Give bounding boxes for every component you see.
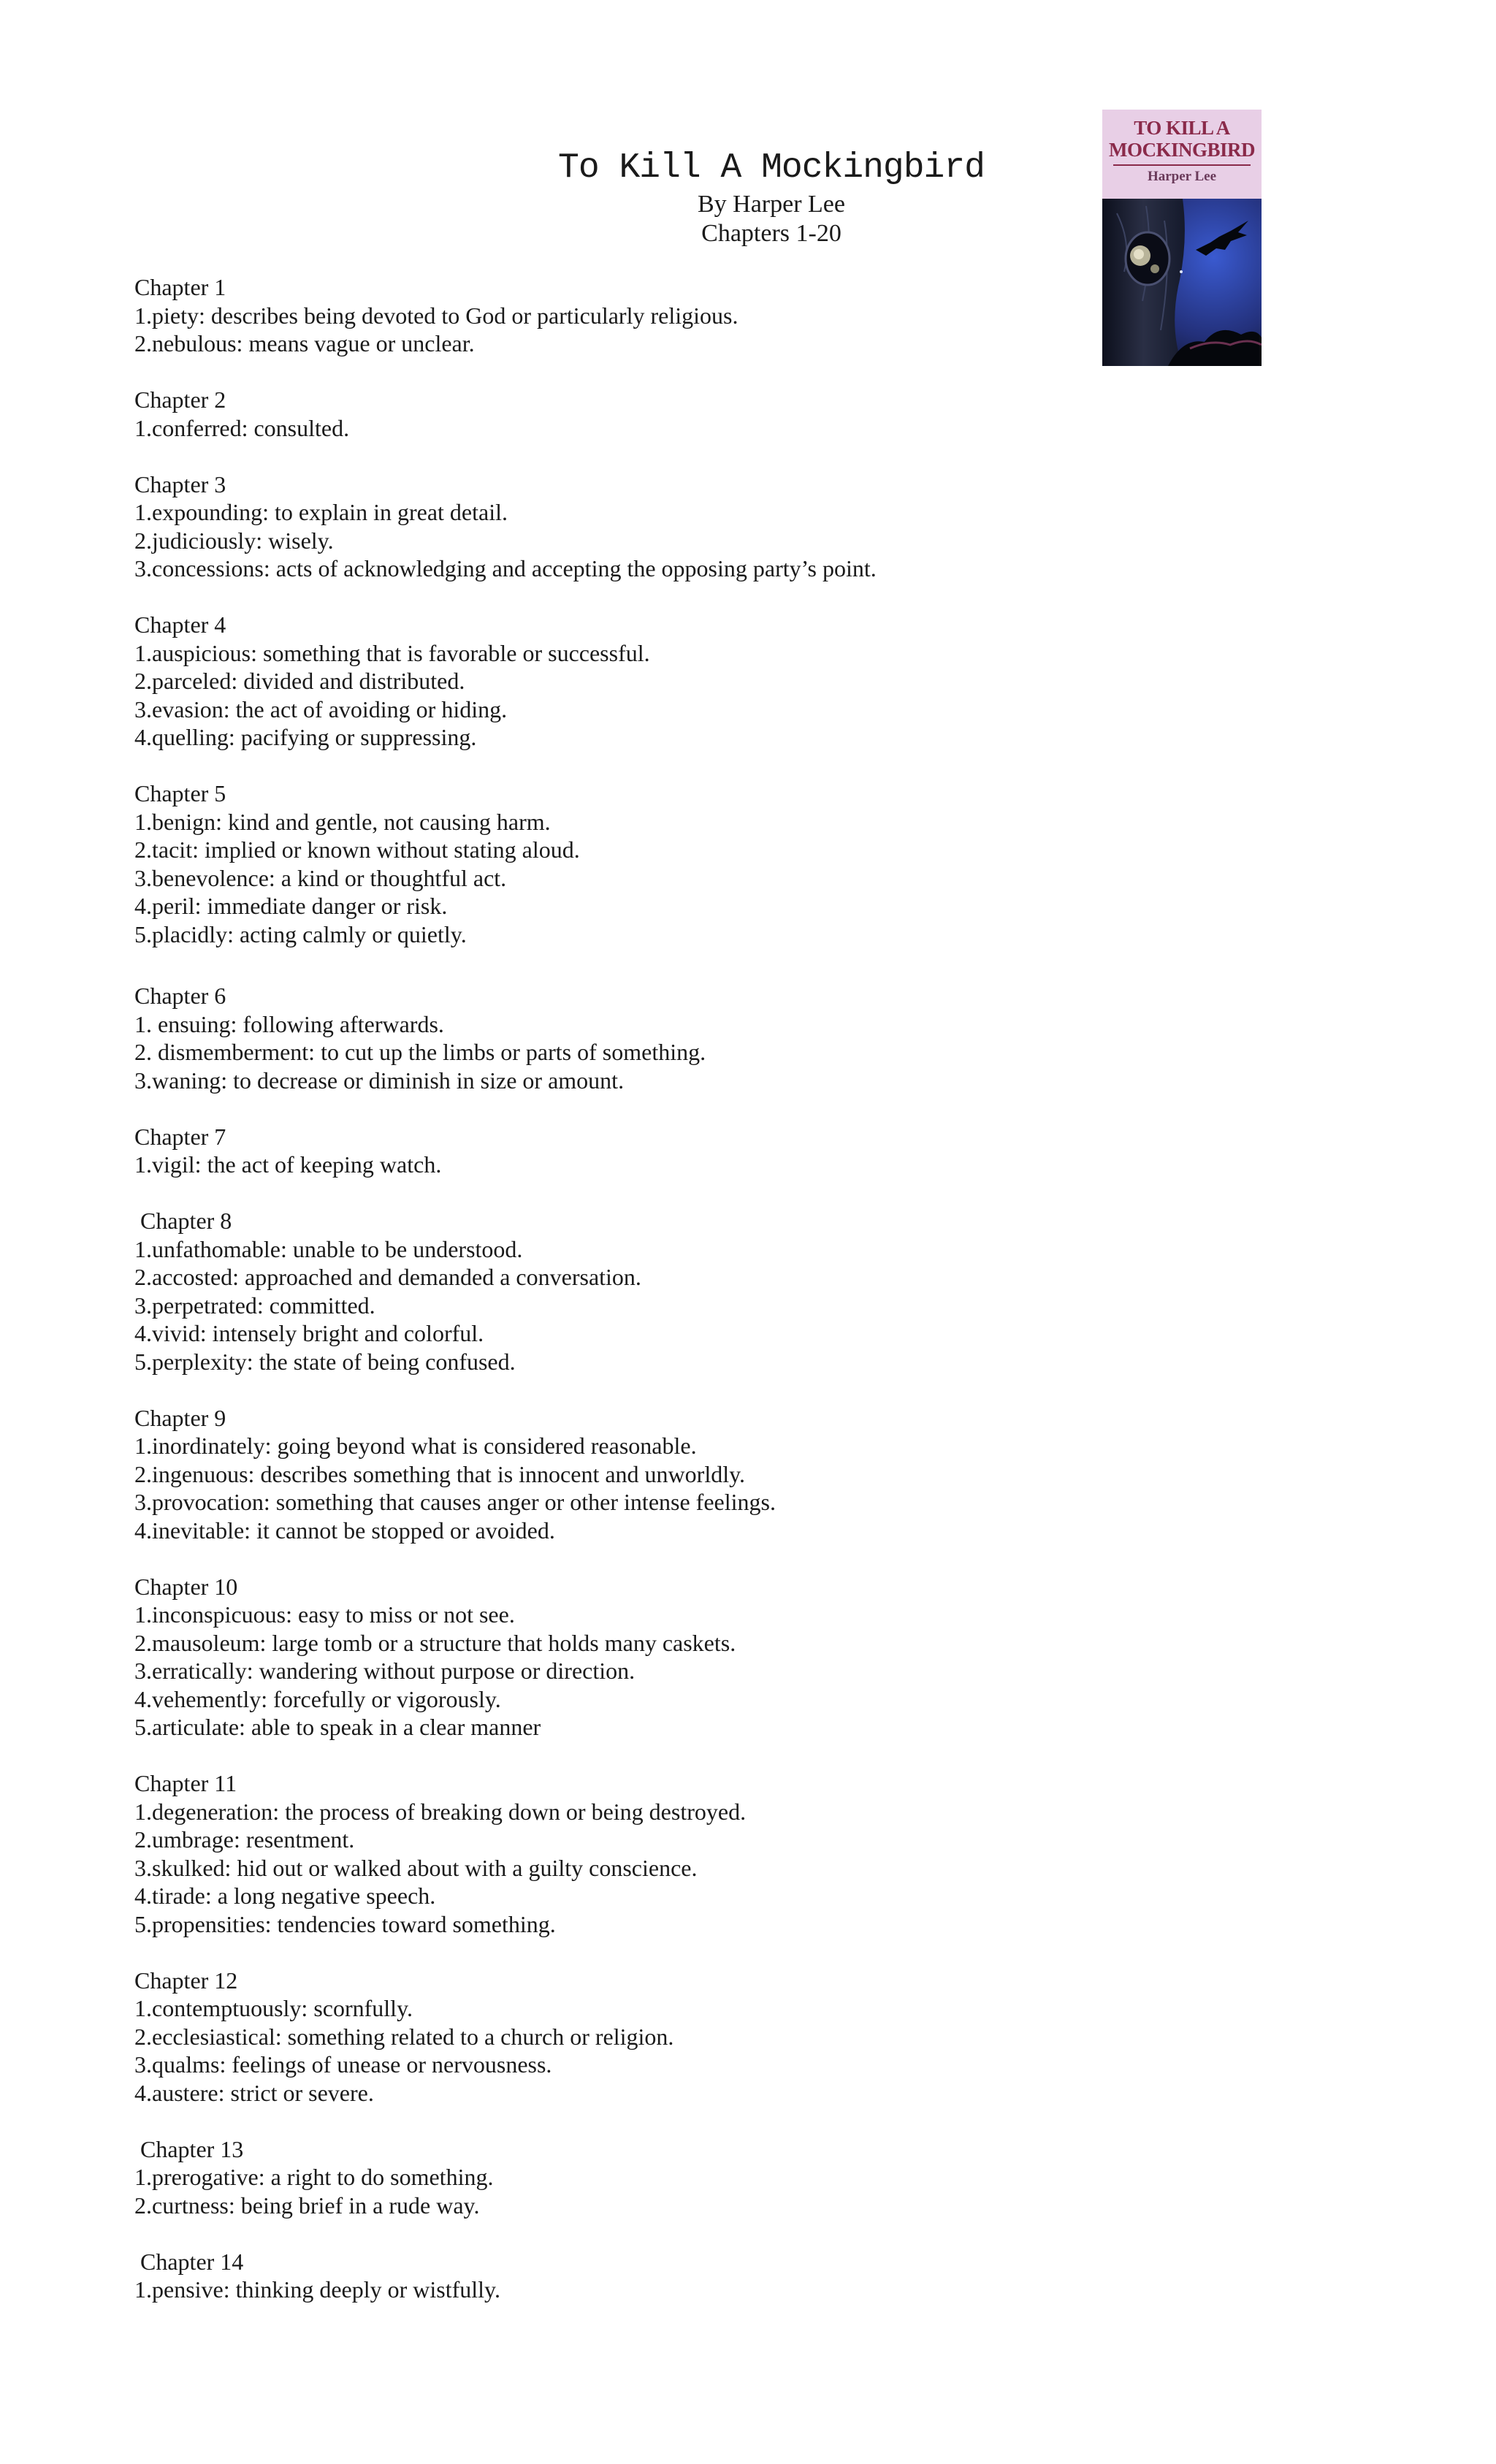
vocab-entry: 4.austere: strict or severe. — [134, 2079, 374, 2106]
chapter-heading: Chapter 6 — [134, 983, 226, 1009]
vocab-entry: 3.qualms: feelings of unease or nervousness. — [134, 2051, 552, 2078]
vocab-entry: 1.contemptuously: scornfully. — [134, 1995, 413, 2021]
chapter-heading: Chapter 3 — [134, 470, 226, 497]
chapter-heading: Chapter 9 — [134, 1404, 226, 1431]
cover-title-line-1: TO KILL A — [1134, 117, 1230, 139]
author-line: By Harper Lee — [697, 191, 845, 218]
chapter-section — [134, 1967, 1157, 2108]
vocab-entry: 2.curtness: being brief in a rude way. — [134, 2192, 480, 2219]
vocab-entry: 3.benevolence: a kind or thoughtful act. — [134, 864, 507, 891]
vocab-entry: 4.vehemently: forcefully or vigorously. — [134, 1685, 501, 1712]
chapter-section — [134, 1123, 1157, 1179]
chapter-section — [134, 1573, 1157, 1742]
chapter-section — [134, 2135, 1157, 2220]
cover-title — [1102, 110, 1262, 161]
vocab-entry: 2.judiciously: wisely. — [134, 527, 334, 554]
vocab-entry: 2.ecclesiastical: something related to a church or religion. — [134, 2023, 674, 2050]
vocab-entry: 2. dismemberment: to cut up the limbs or parts of something. — [134, 1039, 706, 1065]
chapter-section — [134, 1769, 1157, 1938]
chapter-section — [134, 2248, 1157, 2304]
chapter-section — [134, 273, 1157, 358]
vocab-entry: 1.expounding: to explain in great detail. — [134, 499, 508, 525]
chapter-heading: Chapter 10 — [134, 1573, 238, 1600]
chapter-heading: Chapter 1 — [134, 274, 226, 300]
vocab-entry: 1. ensuing: following afterwards. — [134, 1010, 444, 1037]
hollow-small-orb — [1150, 264, 1159, 273]
vocab-entry: 5.propensities: tendencies toward something. — [134, 1910, 556, 1937]
chapter-section — [134, 1207, 1157, 1376]
chapter-range-line: Chapters 1-20 — [701, 220, 842, 247]
chapter-heading: Chapter 11 — [134, 1770, 237, 1796]
vocab-entry: 2.mausoleum: large tomb or a structure that holds many caskets. — [134, 1629, 736, 1656]
cover-divider — [1113, 164, 1251, 166]
vocab-entry: 1.pensive: thinking deeply or wistfully. — [134, 2276, 500, 2303]
vocab-entry: 1.inordinately: going beyond what is considered reasonable. — [134, 1433, 697, 1459]
vocab-entry: 5.placidly: acting calmly or quietly. — [134, 920, 467, 947]
chapter-section — [134, 1404, 1157, 1545]
vocab-entry: 3.provocation: something that causes anger or other intense feelings. — [134, 1489, 776, 1515]
chapter-section — [134, 386, 1157, 442]
vocab-entry: 5.perplexity: the state of being confused. — [134, 1348, 516, 1375]
chapter-heading: Chapter 2 — [134, 386, 226, 413]
vocab-entry: 1.auspicious: something that is favorable or successful. — [134, 639, 650, 666]
vocab-entry: 2.parceled: divided and distributed. — [134, 668, 465, 694]
vocab-entry: 3.waning: to decrease or diminish in size or amount. — [134, 1067, 625, 1094]
cover-title-line-2: MOCKINGBIRD — [1108, 139, 1255, 161]
vocab-entry: 3.evasion: the act of avoiding or hiding. — [134, 695, 508, 722]
hollow-orb-highlight — [1134, 249, 1144, 259]
chapter-section — [134, 779, 1157, 948]
chapter-heading: Chapter 12 — [134, 1967, 238, 1994]
vocab-entry: 1.unfathomable: unable to be understood. — [134, 1235, 523, 1262]
chapter-heading: Chapter 7 — [134, 1123, 226, 1150]
vocab-entry: 1.degeneration: the process of breaking down or being destroyed. — [134, 1798, 747, 1825]
document-title: To Kill A Mockingbird — [558, 148, 985, 188]
vocab-entry: 3.concessions: acts of acknowledging and accepting the opposing party’s point. — [134, 555, 877, 581]
chapter-heading: Chapter 14 — [140, 2248, 244, 2275]
document-header — [0, 146, 1496, 248]
vocab-entry: 1.prerogative: a right to do something. — [134, 2164, 494, 2190]
chapter-heading: Chapter 8 — [140, 1208, 232, 1234]
cover-author: Harper Lee — [1147, 169, 1217, 184]
chapter-heading: Chapter 13 — [140, 2135, 244, 2162]
vocabulary-list — [134, 273, 1157, 2332]
vocab-entry: 4.vivid: intensely bright and colorful. — [134, 1320, 484, 1346]
vocab-entry: 4.tirade: a long negative speech. — [134, 1883, 436, 1909]
vocab-entry: 3.perpetrated: committed. — [134, 1292, 375, 1319]
vocab-entry: 1.inconspicuous: easy to miss or not see. — [134, 1601, 515, 1628]
vocab-entry: 4.inevitable: it cannot be stopped or avoided. — [134, 1517, 555, 1544]
vocab-entry: 5.articulate: able to speak in a clear manner — [134, 1714, 541, 1740]
vocab-entry: 4.quelling: pacifying or suppressing. — [134, 724, 477, 750]
chapter-section — [134, 470, 1157, 583]
vocab-entry: 2.accosted: approached and demanded a conversation. — [134, 1264, 641, 1290]
chapter-heading: Chapter 5 — [134, 780, 226, 806]
vocab-entry: 1.vigil: the act of keeping watch. — [134, 1151, 442, 1178]
cover-title-band — [1102, 110, 1262, 199]
chapter-heading: Chapter 4 — [134, 611, 226, 638]
chapter-section — [134, 982, 1157, 1094]
vocab-entry: 1.conferred: consulted. — [134, 414, 350, 441]
vocab-entry: 1.benign: kind and gentle, not causing harm. — [134, 808, 551, 835]
vocab-entry: 3.skulked: hid out or walked about with a guilty conscience. — [134, 1854, 698, 1881]
chapter-section — [134, 611, 1157, 752]
vocab-entry: 1.piety: describes being devoted to God or particularly religious. — [134, 302, 739, 329]
vocab-entry: 2.tacit: implied or known without stating aloud. — [134, 836, 580, 863]
vocab-entry: 2.nebulous: means vague or unclear. — [134, 330, 475, 356]
star-icon — [1180, 270, 1183, 273]
vocab-entry: 3.erratically: wandering without purpose or direction. — [134, 1658, 636, 1684]
vocab-entry: 2.ingenuous: describes something that is innocent and unworldly. — [134, 1460, 746, 1487]
vocab-entry: 4.peril: immediate danger or risk. — [134, 893, 448, 919]
vocab-entry: 2.umbrage: resentment. — [134, 1826, 355, 1853]
